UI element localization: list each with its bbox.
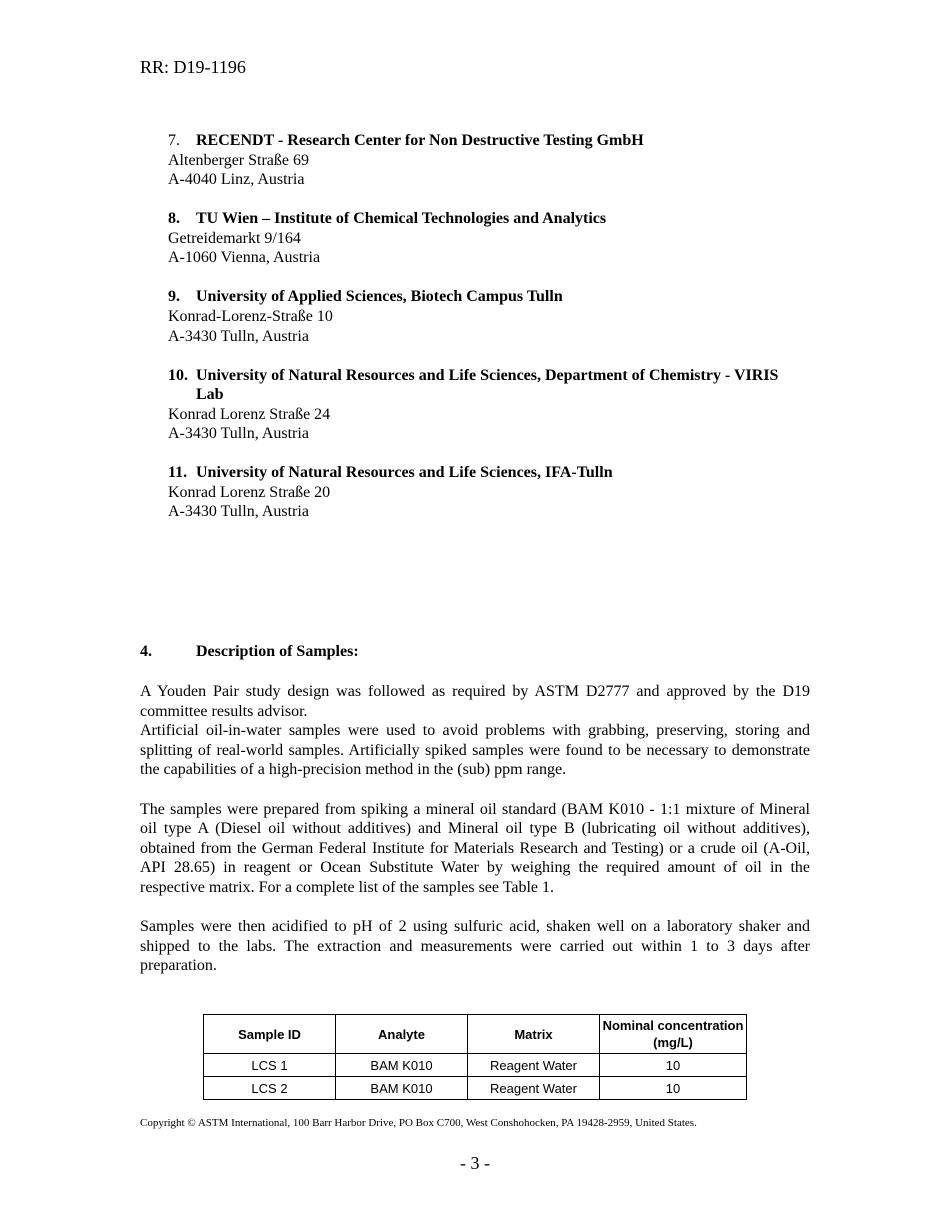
table-cell: BAM K010	[336, 1054, 468, 1077]
section-heading	[140, 643, 359, 661]
paragraph: Samples were then acidified to pH of 2 using sulfuric acid, shaken well on a laboratory shaker and shipped to the labs. The extraction and measurements were carried out within 1 to 3 days after preparation.	[140, 918, 810, 975]
org-number: 7.	[168, 132, 180, 149]
copyright-notice: Copyright © ASTM International, 100 Barr Harbor Drive, PO Box C700, West Conshohocken, PA 19428-2959, United States.	[140, 1117, 697, 1129]
org-city: A-1060 Vienna, Austria	[168, 249, 321, 267]
org-number: 8.	[168, 210, 180, 228]
paragraph: Artificial oil-in-water samples were used to avoid problems with grabbing, preserving, storing and splitting of real-world samples. Artificially spiked samples were found to be necessary to demonstrate the capabilities of a high-precision method in the (sub) ppm range.	[140, 722, 810, 779]
section-title: Description of Samples:	[196, 643, 359, 660]
table-cell: LCS 2	[204, 1077, 336, 1100]
table-cell: 10	[600, 1054, 747, 1077]
organization-entry	[168, 209, 808, 268]
table-row	[204, 1077, 747, 1100]
table-row	[204, 1054, 747, 1077]
org-city: A-3430 Tulln, Austria	[168, 503, 309, 521]
org-name: University of Natural Resources and Life Sciences, Department of Chemistry - VIRIS Lab	[196, 366, 779, 404]
column-header: Sample ID	[204, 1015, 336, 1054]
column-header: Nominal concentration (mg/L)	[600, 1015, 747, 1054]
section-number: 4.	[140, 643, 152, 660]
page-number: - 3 -	[460, 1153, 490, 1173]
samples-table	[203, 1014, 747, 1100]
org-city: A-3430 Tulln, Austria	[168, 425, 309, 443]
table-header-row	[204, 1015, 747, 1054]
organization-entry	[168, 287, 808, 346]
table-cell: Reagent Water	[468, 1054, 600, 1077]
org-street: Konrad Lorenz Straße 20	[168, 483, 331, 501]
paragraph: The samples were prepared from spiking a mineral oil standard (BAM K010 - 1:1 mixture of Mineral oil type A (Diesel oil without additives) and Mineral oil type B (lubricating oil without additives), obtained from the German Federal Institute for Materials Research and Testing) or a crude oil (A-Oil, API 28.65) in reagent or Ocean Substitute Water by weighing the required amount of oil in the respective matrix. For a complete list of the samples see Table 1.	[140, 800, 810, 896]
org-number: 11.	[168, 464, 188, 482]
org-name: University of Applied Sciences, Biotech Campus Tulln	[196, 288, 563, 306]
org-number: 9.	[168, 288, 180, 306]
organization-entry	[168, 131, 808, 190]
org-number: 10.	[168, 366, 188, 384]
report-id: RR: D19-1196	[140, 57, 246, 77]
table-cell: Reagent Water	[468, 1077, 600, 1100]
org-name: University of Natural Resources and Life Sciences, IFA-Tulln	[196, 464, 613, 482]
org-street: Getreidemarkt 9/164	[168, 229, 301, 247]
org-city: A-3430 Tulln, Austria	[168, 327, 309, 345]
paragraph: A Youden Pair study design was followed as required by ASTM D2777 and approved by the D19 committee results advisor.	[140, 683, 810, 720]
org-city: A-4040 Linz, Austria	[168, 171, 305, 189]
org-name: RECENDT - Research Center for Non Destructive Testing GmbH	[196, 132, 644, 149]
org-name: TU Wien – Institute of Chemical Technologies and Analytics	[196, 210, 607, 228]
organization-entry	[168, 463, 808, 522]
org-street: Konrad-Lorenz-Straße 10	[168, 307, 333, 325]
table-cell: 10	[600, 1077, 747, 1100]
organization-entry	[168, 366, 808, 444]
table-cell: BAM K010	[336, 1077, 468, 1100]
table-cell: LCS 1	[204, 1054, 336, 1077]
org-street: Altenberger Straße 69	[168, 151, 309, 169]
column-header: Matrix	[468, 1015, 600, 1054]
body-text	[140, 682, 810, 996]
org-street: Konrad Lorenz Straße 24	[168, 405, 331, 423]
column-header: Analyte	[336, 1015, 468, 1054]
organization-list	[168, 131, 808, 541]
